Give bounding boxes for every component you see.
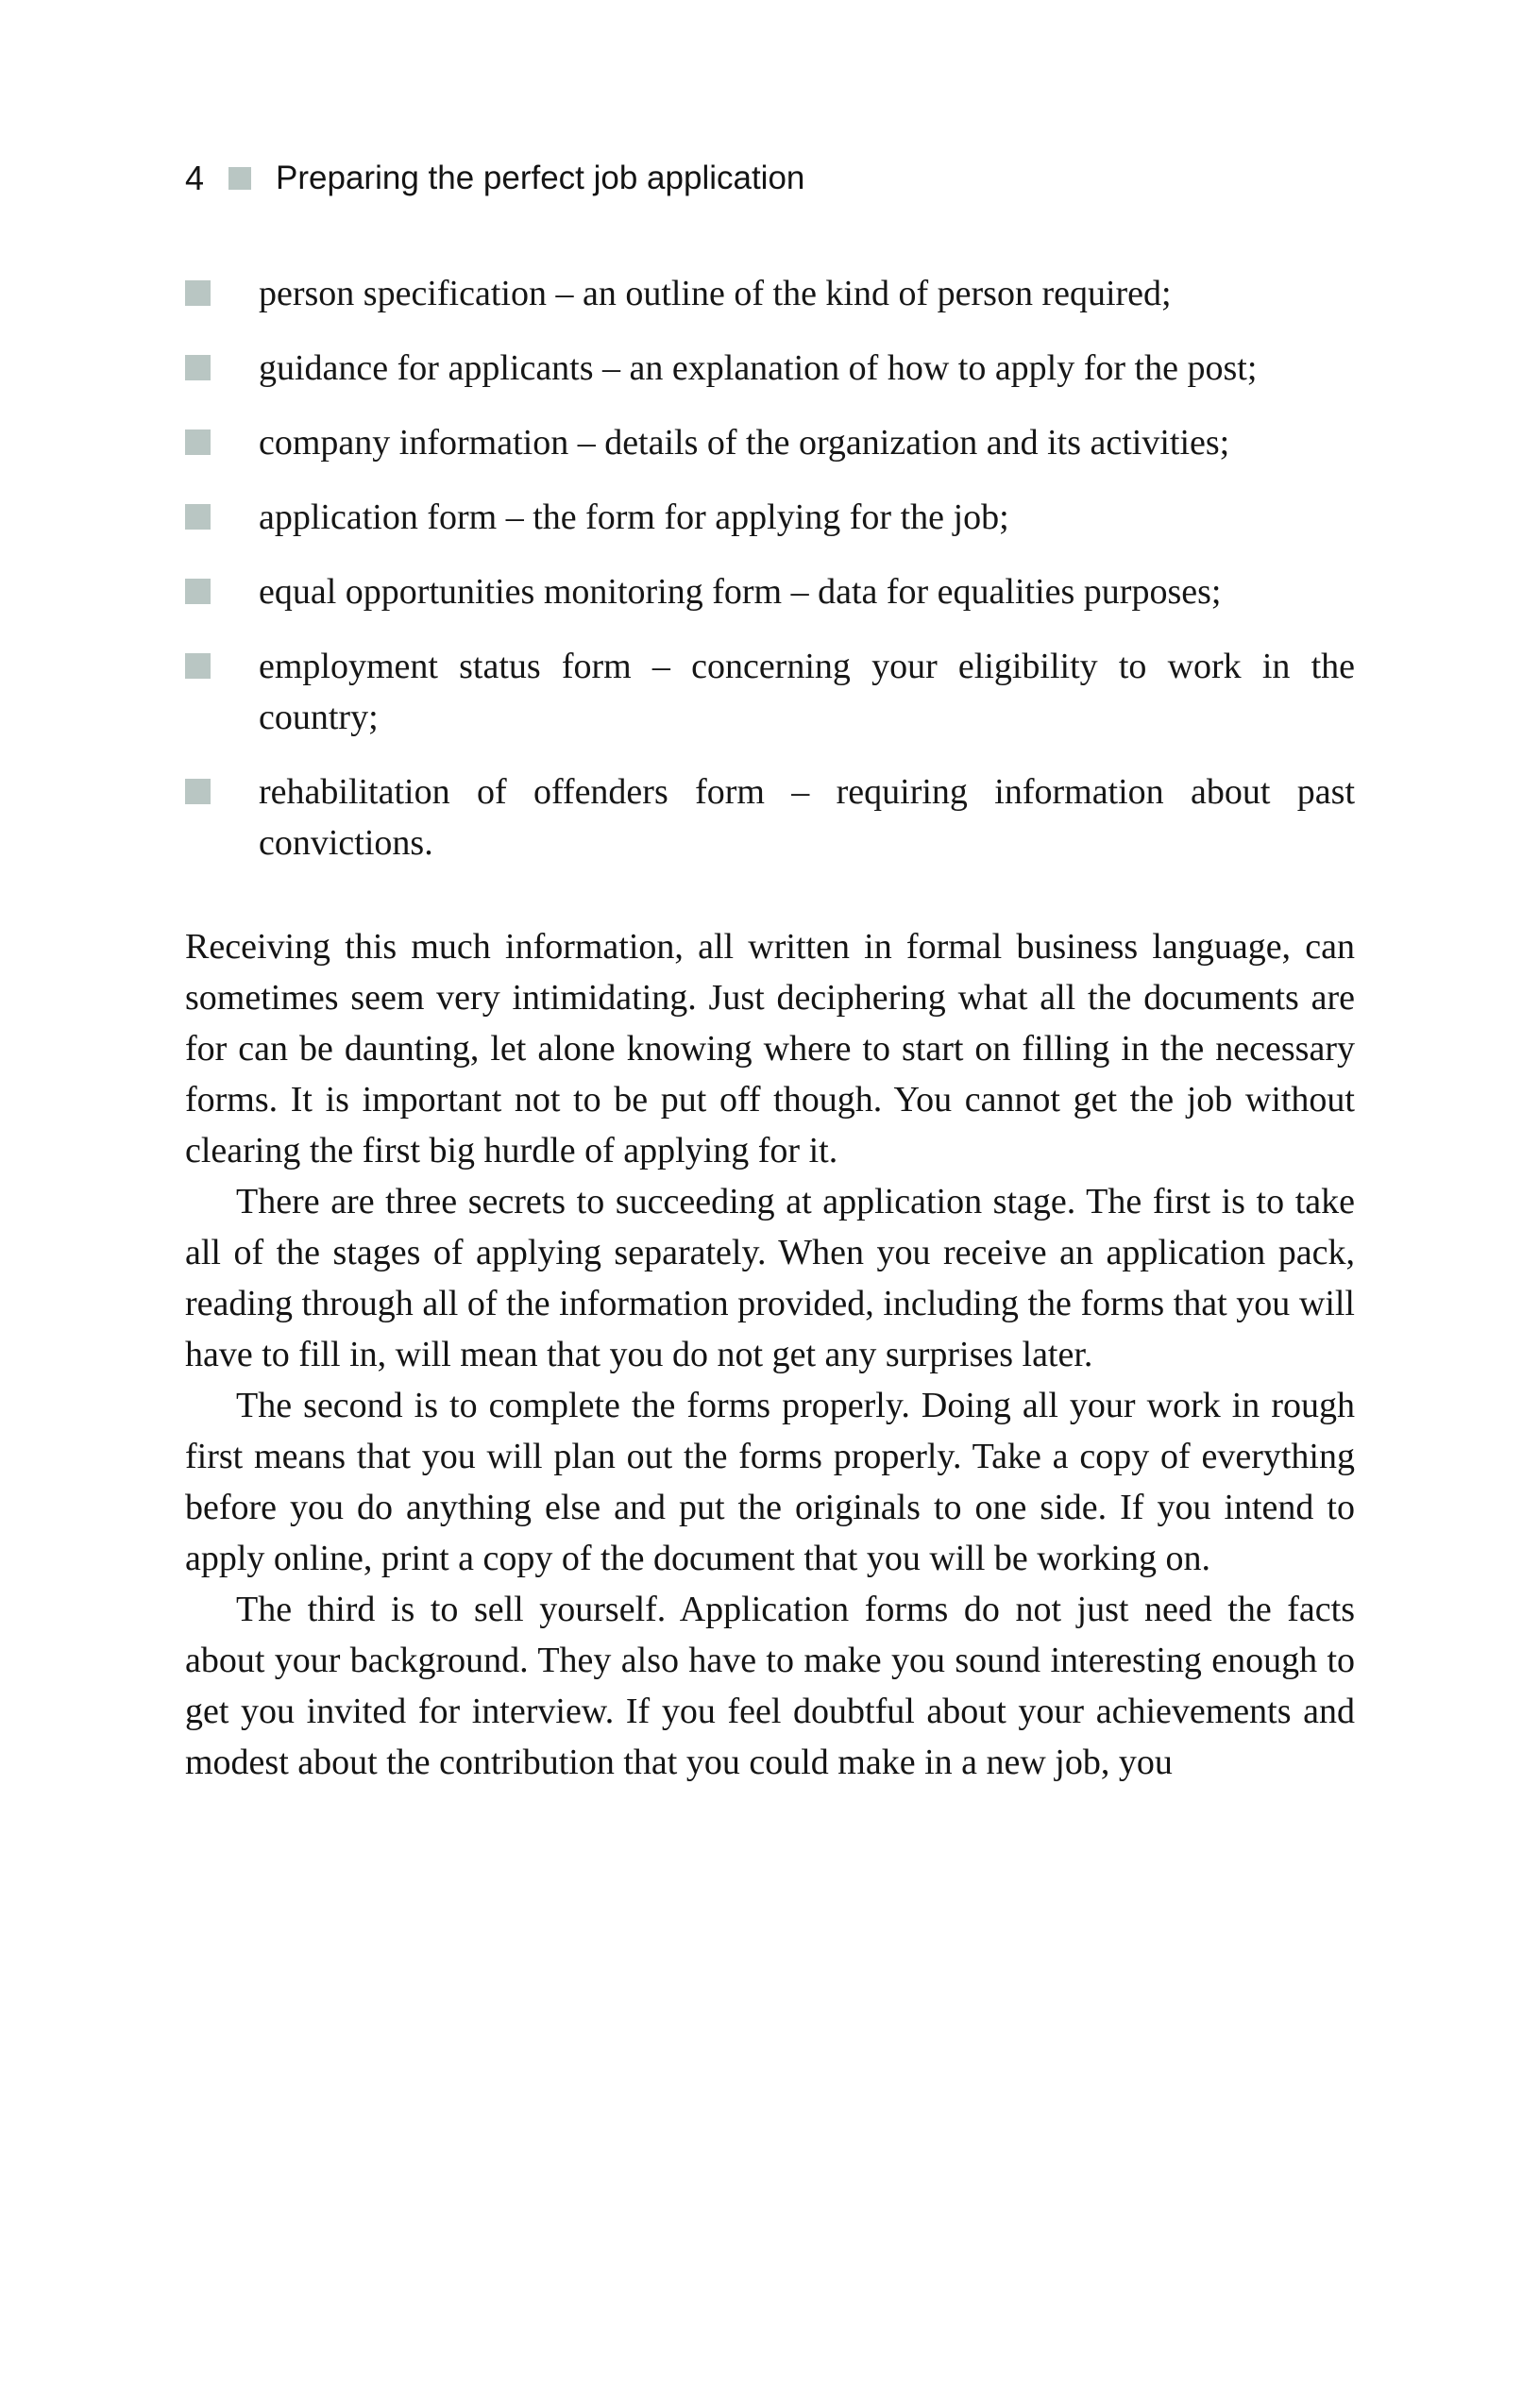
list-item [185, 641, 1355, 743]
list-item [185, 492, 1355, 543]
bullet-square-icon [185, 504, 211, 530]
list-item [185, 766, 1355, 868]
running-head-title: Preparing the perfect job application [276, 160, 805, 196]
list-item-text: equal opportunities monitoring form – data for equalities purposes; [259, 572, 1222, 612]
list-item-text: rehabilitation of offenders form – requiring information about past convictions. [259, 772, 1355, 863]
list-item-text: company information – details of the organization and its activities; [259, 423, 1230, 463]
list-item-text: employment status form – concerning your eligibility to work in the country; [259, 647, 1355, 737]
page-header [185, 159, 1355, 198]
bullet-square-icon [185, 653, 211, 679]
list-item [185, 417, 1355, 468]
bullet-square-icon [185, 280, 211, 306]
paragraph: Receiving this much information, all written in formal business language, can sometimes seem very intimidating. Just deciphering what all the documents are for can be daunting, let alone knowing where to start on filling in the necessary forms. It is important not to be put off though. You cannot get the job without clearing the first big hurdle of applying for it. [185, 927, 1355, 1170]
paragraph: There are three secrets to succeeding at application stage. The first is to take all of the stages of applying separately. When you receive an application pack, reading through all of the information provided, including the forms that you will have to fill in, will mean that you do not get any surprises later. [185, 1182, 1355, 1374]
header-square-icon [228, 167, 251, 190]
page-number: 4 [185, 159, 205, 197]
bullet-square-icon [185, 355, 211, 380]
body-text [185, 921, 1355, 1788]
list-item [185, 268, 1355, 319]
list-item [185, 343, 1355, 394]
paragraph: The third is to sell yourself. Application forms do not just need the facts about your background. They also have to make you sound interesting enough to get you invited for interview. If you feel doubtful about your achievements and modest about the contribution that you could make in a new job, you [185, 1590, 1355, 1782]
bullet-list [185, 268, 1355, 868]
bullet-square-icon [185, 579, 211, 604]
paragraph: The second is to complete the forms properly. Doing all your work in rough first means that you will plan out the forms properly. Take a copy of everything before you do anything else and put the originals to one side. If you intend to apply online, print a copy of the document that you will be working on. [185, 1386, 1355, 1578]
list-item-text: guidance for applicants – an explanation of how to apply for the post; [259, 348, 1258, 388]
list-item-text: application form – the form for applying for the job; [259, 497, 1009, 537]
bullet-square-icon [185, 429, 211, 455]
bullet-square-icon [185, 779, 211, 804]
list-item-text: person specification – an outline of the kind of person required; [259, 274, 1172, 313]
list-item [185, 566, 1355, 617]
